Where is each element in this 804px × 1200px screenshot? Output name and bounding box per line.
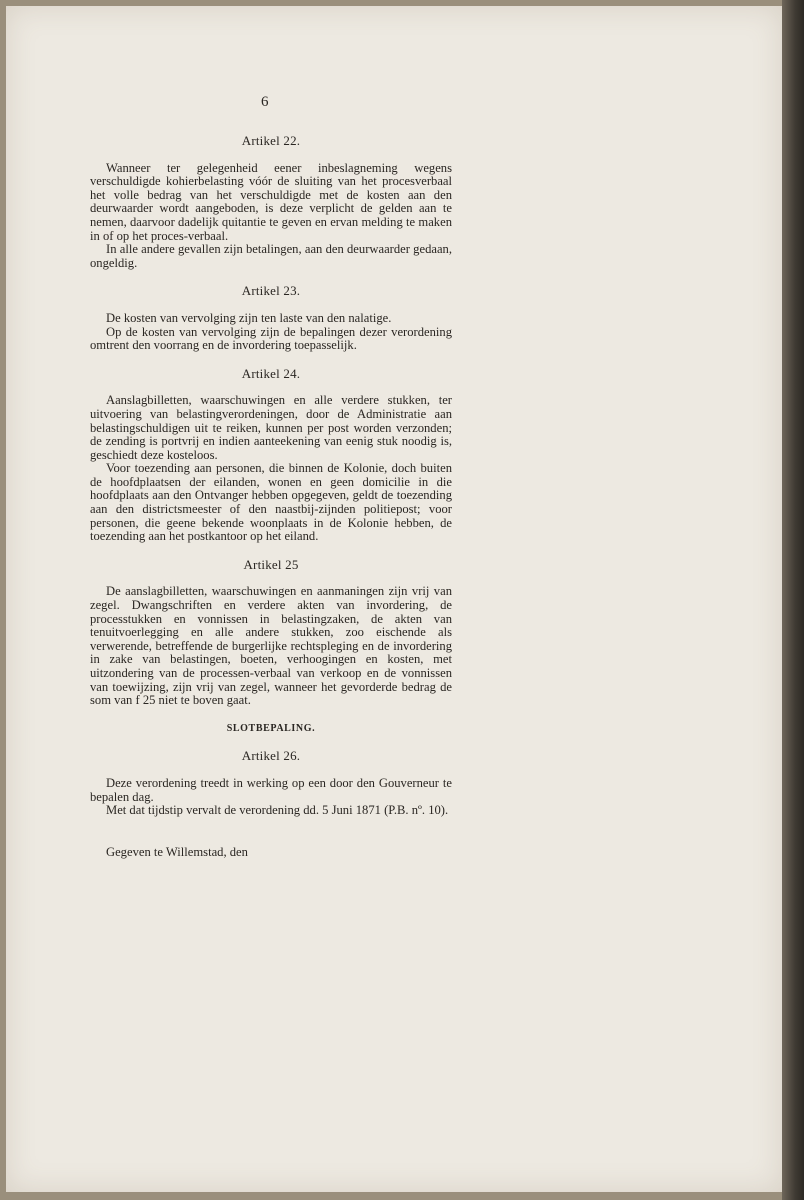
article-heading: Artikel 24. xyxy=(241,365,301,381)
final-provisions xyxy=(90,722,452,818)
article-paragraph: Aanslagbilletten, waarschuwingen en alle verdere stukken, ter uitvoering van belastingverordeningen, door de Administratie aan belastingschuldigen uit te reiken, kunnen per post worden verzonden; de zending is portvrij en indien aanteekening van eenig stuk noodig is, geschiedt deze kosteloos. xyxy=(90,393,452,462)
article-paragraph: Voor toezending aan personen, die binnen de Kolonie, doch buiten de hoofdplaatsen der eilanden, wonen en geen domicilie in die hoofdplaats aan den Ontvanger hebben opgegeven, geldt de toezending aan den districtsmeester of den naastbij-zijnden politiepost; voor personen, die geene bekende woonplaats in de Kolonie hebben, de toezending aan het postkantoor op het eiland. xyxy=(90,461,452,544)
binding-edge xyxy=(782,0,804,1200)
text-body xyxy=(90,134,452,859)
article-paragraph: Deze verordening treedt in werking op een door den Gouverneur te bepalen dag. xyxy=(90,775,452,804)
article-heading: Artikel 25 xyxy=(243,556,299,572)
closing-line: Gegeven te Willemstad, den xyxy=(106,844,248,859)
article-heading: Artikel 22. xyxy=(241,133,301,148)
article-paragraph: Met dat tijdstip vervalt de verordening dd. 5 Juni 1871 (P.B. nº. 10). xyxy=(106,803,449,818)
article-paragraph: De aanslagbilletten, waarschuwingen en aanmaningen zijn vrij van zegel. Dwangschriften en verdere akten van invordering, de processtukken en vonnissen in belastingzaken, de akten van tenuitvoerlegging en alle andere stukken, zoo eischende als verwerende, betreffende de burgerlijke rechtspleging en de invordering in zake van belastingen, boeten, verhoogingen en kosten, met uitzondering van de processen-verbaal van verkoop en de vonnissen van toewijzing, zijn vrij van zegel, wanneer het gevorderde bedrag de som van f 25 niet te boven gaat. xyxy=(90,584,452,708)
article-paragraph: Op de kosten van vervolging zijn de bepalingen dezer verordening omtrent den voorrang en de invordering toepasselijk. xyxy=(90,324,452,353)
section-title: SLOTBEPALING. xyxy=(226,722,316,734)
article-22 xyxy=(90,134,452,270)
article-paragraph: Wanneer ter gelegenheid eener inbeslagneming wegens verschuldigde kohierbelasting vóór de sluiting van het procesverbaal het volle bedrag van het verschuldigde met de kosten aan den deurwaarder wordt aangeboden, is deze verplicht de gelden aan te nemen, daarvoor dadelijk quitantie te geven en ervan melding te maken in of op het proces-verbaal. xyxy=(90,160,452,243)
document-page xyxy=(6,6,782,1192)
article-paragraph: In alle andere gevallen zijn betalingen, aan den deurwaarder gedaan, ongeldig. xyxy=(90,242,452,270)
article-heading: Artikel 26. xyxy=(241,748,301,764)
article-heading: Artikel 23. xyxy=(241,283,301,299)
article-25 xyxy=(90,558,452,708)
article-24 xyxy=(90,367,452,544)
page-number: 6 xyxy=(261,94,269,110)
article-23 xyxy=(90,284,452,352)
article-paragraph: De kosten van vervolging zijn ten laste van den nalatige. xyxy=(106,310,392,325)
